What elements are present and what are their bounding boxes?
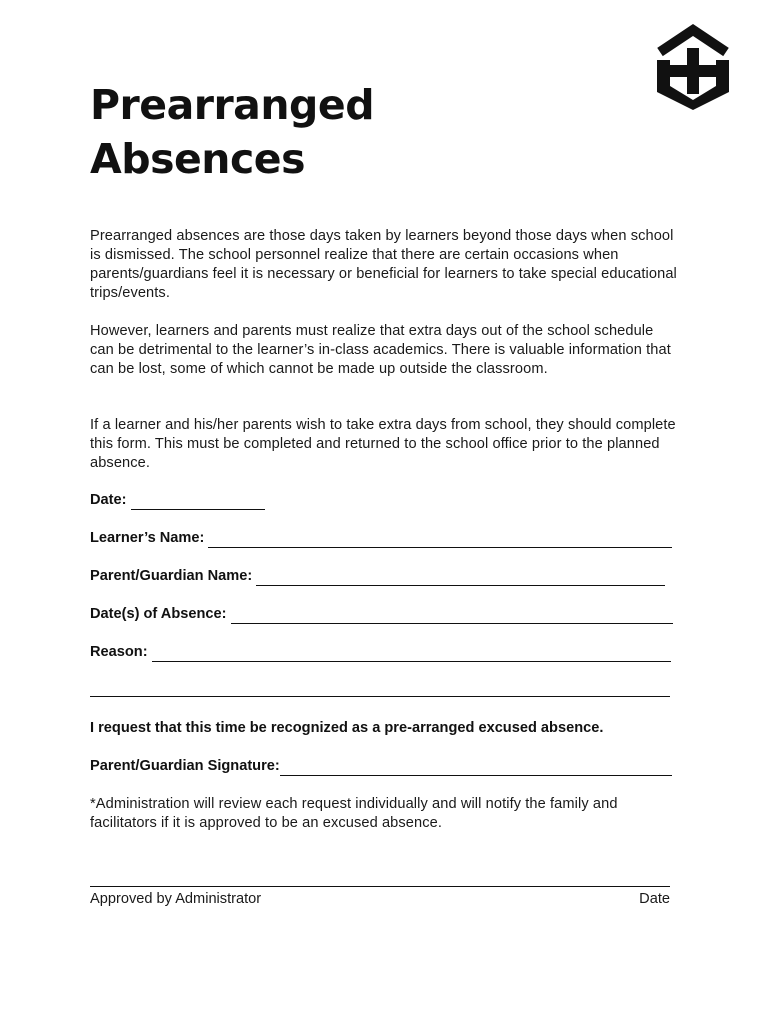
- date-field: [90, 491, 265, 510]
- reason-field: [90, 643, 671, 662]
- reason-input-line[interactable]: [152, 647, 671, 662]
- learner-name-input-line[interactable]: [208, 533, 672, 548]
- signature-input-line[interactable]: [280, 761, 672, 776]
- date-input-line[interactable]: [131, 495, 265, 510]
- absence-dates-field: [90, 605, 673, 624]
- caution-paragraph: However, learners and parents must realize that extra days out of the school schedule can be detrimental to the learner’s in-class academics. There is valuable information that can be lost, some of which cannot be made up outside the classroom.: [90, 323, 671, 377]
- reason-label: Reason:: [90, 644, 148, 660]
- shield-plus-logo-icon: [652, 24, 734, 112]
- title-line-2: Absences: [90, 135, 305, 183]
- reason-continuation-line[interactable]: [90, 696, 670, 697]
- instructions-paragraph: If a learner and his/her parents wish to take extra days from school, they should complete this form. This must be completed and returned to the school office prior to the planned absence.: [90, 417, 676, 471]
- signature-label: Parent/Guardian Signature:: [90, 758, 280, 774]
- signature-field: [90, 757, 672, 776]
- date-label: Date:: [90, 492, 127, 508]
- page-title: [90, 78, 374, 186]
- intro-paragraph: Prearranged absences are those days taken by learners beyond those days when school is dismissed. The school personnel realize that there are certain occasions when parents/guardians feel it is necessary or beneficial for learners to take special educational trips/events.: [90, 228, 677, 301]
- learner-name-field: [90, 529, 672, 548]
- absence-dates-label: Date(s) of Absence:: [90, 606, 227, 622]
- parent-name-input-line[interactable]: [256, 571, 665, 586]
- administrator-approval-line[interactable]: [90, 886, 670, 887]
- absence-dates-input-line[interactable]: [231, 609, 673, 624]
- parent-name-label: Parent/Guardian Name:: [90, 568, 253, 584]
- approved-by-label: Approved by Administrator: [90, 891, 262, 907]
- learner-name-label: Learner’s Name:: [90, 530, 205, 546]
- parent-name-field: [90, 567, 665, 586]
- title-line-1: Prearranged: [90, 81, 375, 129]
- request-statement: I request that this time be recognized as a pre-arranged excused absence.: [90, 720, 604, 736]
- administration-note: *Administration will review each request individually and will notify the family and facilitators if it is approved to be an excused absence.: [90, 796, 618, 831]
- approval-date-label: Date: [639, 891, 670, 907]
